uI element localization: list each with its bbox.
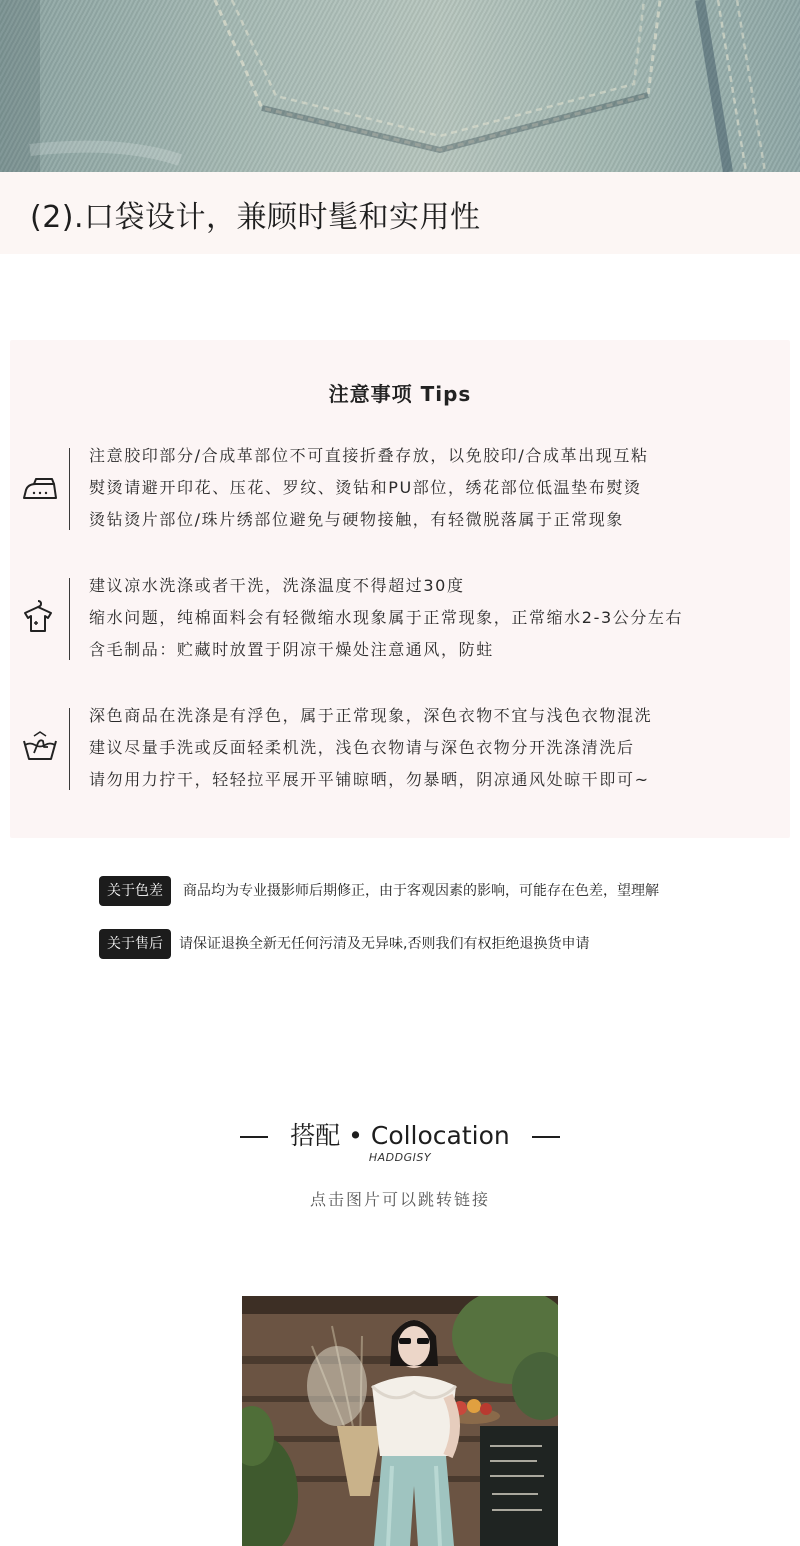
collocation-heading bbox=[0, 1116, 800, 1152]
hand-wash-icon bbox=[20, 727, 60, 767]
color-difference-badge: 关于色差 bbox=[99, 876, 171, 906]
tip-line: 熨烫请避开印花、压花、罗纹、烫钻和PU部位，绣花部位低温垫布熨烫 bbox=[89, 478, 642, 497]
tip-line: 建议尽量手洗或反面轻柔机洗，浅色衣物请与深色衣物分开洗涤清洗后 bbox=[89, 738, 635, 757]
collocation-subtitle: HADDGISY bbox=[368, 1151, 432, 1164]
shirt-hanger-icon bbox=[18, 597, 58, 637]
tip-line: 注意胶印部分/合成革部位不可直接折叠存放，以免胶印/合成革出现互粘 bbox=[89, 446, 649, 465]
tip-line: 烫钻烫片部位/珠片绣部位避免与硬物接触，有轻微脱落属于正常现象 bbox=[89, 510, 624, 529]
tip-line: 建议凉水洗涤或者干洗，洗涤温度不得超过30度 bbox=[89, 576, 465, 595]
heading-dash-right bbox=[532, 1136, 560, 1138]
heading-dash-left bbox=[240, 1136, 268, 1138]
iron-icon bbox=[20, 470, 60, 510]
tips-title: 注意事项 Tips bbox=[328, 382, 472, 406]
denim-pocket-photo bbox=[0, 0, 800, 172]
after-sales-note: 请保证退换全新无任何污清及无异味,否则我们有权拒绝退换货申请 bbox=[179, 936, 590, 952]
tip-divider bbox=[69, 448, 70, 530]
tip-line: 缩水问题，纯棉面料会有轻微缩水现象属于正常现象，正常缩水2-3公分左右 bbox=[89, 608, 684, 627]
tip-line: 深色商品在洗涤是有浮色，属于正常现象，深色衣物不宜与浅色衣物混洗 bbox=[89, 706, 653, 725]
after-sales-badge: 关于售后 bbox=[99, 929, 171, 959]
color-difference-note: 商品均为专业摄影师后期修正，由于客观因素的影响，可能存在色差，望理解 bbox=[183, 883, 659, 899]
tip-divider bbox=[69, 708, 70, 790]
detail-caption: (2).口袋设计，兼顾时髦和实用性 bbox=[30, 200, 481, 235]
collocation-title: 搭配 • Collocation bbox=[290, 1121, 510, 1150]
collocation-hint: 点击图片可以跳转链接 bbox=[309, 1190, 490, 1209]
outfit-photo-link[interactable] bbox=[242, 1296, 558, 1546]
tip-line: 请勿用力拧干，轻轻拉平展开平铺晾晒，勿暴晒，阴凉通风处晾干即可~ bbox=[89, 770, 650, 789]
tip-divider bbox=[69, 578, 70, 660]
tip-line: 含毛制品：贮藏时放置于阴凉干燥处注意通风，防蛀 bbox=[89, 640, 494, 659]
